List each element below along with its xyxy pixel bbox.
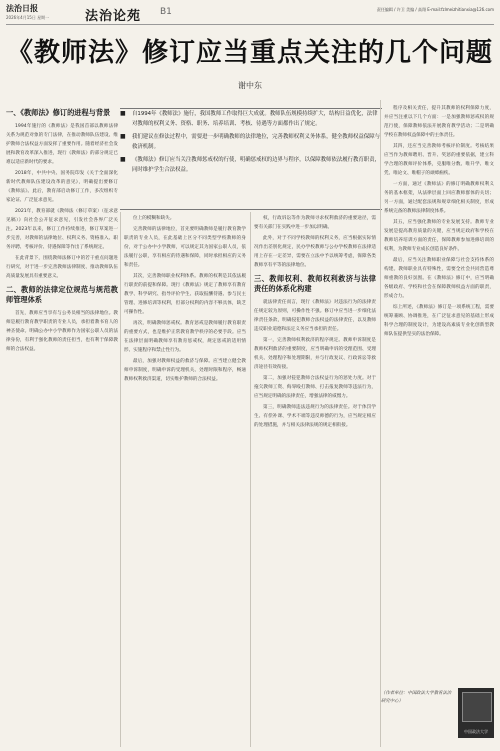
- paragraph: 其次，完善教师职业权利体系。教师的权利是其依法履行职责的前提和保障。现行《教师法》规定了教师享有教育教学、科学研究、指导评价学生、获取报酬待遇、参与民主管理、进修培训等权利，但部分权利的内容不够具体，缺乏可操作性。: [124, 274, 246, 315]
- summary-box: [120, 108, 382, 210]
- paragraph: 首先，教师应当享有与公务员相当的法律地位。教师是履行教育教学职责的专业人员，承担着教书育人的神圣使命。明确公办中小学教师作为国家公职人员的法律身份，有利于强化教师的责任担当，也有利于保障教师的合法权益。: [6, 311, 118, 352]
- square-bullet-icon: ■: [120, 110, 126, 117]
- square-bullet-icon: ■: [120, 156, 126, 163]
- page-number: B1: [160, 7, 172, 17]
- paragraph: 2021年，教育部就《教师法（修订草案）（征求意见稿）》向社会公开征求意见，引发社会各界广泛关注。2023年以来，修订工作持续推进，修订草案进一步完善，对教师的法律地位、权利义务、资格准入、职务评聘、考核评价、待遇保障等作出了系统规定。: [6, 209, 118, 250]
- paper-name: 法治日报: [6, 4, 38, 13]
- column-2: [124, 214, 246, 747]
- article-author: 谢中东: [238, 81, 262, 90]
- paragraph: 位上的模糊和缺失。: [133, 216, 175, 221]
- seal-emblem-icon: [462, 692, 492, 722]
- paragraph: 在此背景下，围绕教师法修订中的若干重点问题进行研究，对于进一步完善教师法律制度、推动教师队伍高质量发展具有重要意义。: [6, 256, 118, 279]
- summary-point: [120, 155, 382, 175]
- paragraph: 最后，加强对教师权益的救济与保障。应当建立健全教师申诉制度，明确申诉的受理机关、处理时限和程序，畅通教师权利救济渠道，切实维护教师的合法权益。: [124, 359, 246, 382]
- section-heading: 二、教师的法律定位规范与规范教师管理体系: [6, 285, 118, 304]
- column-divider: [250, 212, 251, 747]
- paragraph: 第二，加强对侵犯教师合法权益行为的惩处力度。对于拖欠教师工资、侮辱殴打教师、打击报复教师等违法行为，应当规定明确的法律责任，增强法律的威慑力。: [254, 376, 376, 399]
- column-divider: [120, 212, 121, 747]
- page-header: [0, 0, 500, 26]
- summary-point-text: 《教师法》修订应当关注教师惩戒权的行使，明确惩戒权的边界与程序，以保障教师依法履行教育职责，同时维护学生合法权益。: [132, 157, 380, 173]
- paragraph: 此外，对于不同学校教师的权利义务，应当根据实际情况作出差别化规定，民办学校教师与公办学校教师在法律适用上存在一定差异，需要在立法中予以统筹考虑，保障各类教师享有平等的法律地位。: [254, 236, 376, 268]
- paragraph: 程序及相关责任，提升其教师的权利保障力度，并应当注重以下几个方面：一是加强教师惩戒权的规范行使，保障教师依法开展教育教学活动；二是明确学校在教师权益保障中的主体责任。: [384, 106, 494, 138]
- paragraph: 最后，应当关注教师职业保障与社会支持体系的构建。教师职业具有特殊性，需要全社会共同营造尊师重教的良好氛围。在《教师法》修订中，应当明确各级政府、学校和社会在保障教师权益方面的职责，形成合力。: [384, 258, 494, 299]
- section-name: 法治论苑: [85, 9, 142, 24]
- paragraph: 其五，应当强化教师的专业发展支持。教师专业发展是提高教育质量的关键，应当规定政府和学校在教师培养培训方面的责任，保障教师参加进修培训的权利，为教师专业成长创造良好条件。: [384, 220, 494, 252]
- summary-point: [120, 109, 382, 129]
- column-1: [6, 104, 118, 747]
- section-heading: 三、教师权利、教师权利救济与法律责任的体系化构建: [254, 274, 376, 293]
- summary-point-text: 我们建议在修法过程中，需要进一步明确教师的法律地位，完善教师权利义务体系，健全教师权益保障与救济机制。: [132, 134, 380, 150]
- paragraph: 2018年，中共中央、国务院印发《关于全面深化新时代教师队伍建设改革的意见》，明确提出要修订《教师法》。此后，教育部启动修订工作，多次组织专家论证、广泛征求意见。: [6, 171, 118, 203]
- paragraph: 第三，明确教师违法违规行为的法律责任。对于体罚学生、有偿补课、学术不端等违反师德的行为，应当规定相应的处理措施，并与相关法律法规的规定相衔接。: [254, 405, 376, 428]
- author-bio: （作者单位：中国政法大学教育法治研究中心）: [381, 691, 452, 704]
- column-divider: [380, 100, 381, 747]
- paper-date: 2026年4月15日 星期一: [6, 15, 50, 20]
- paragraph: 第一，完善教师权利救济的程序规定。教师申诉制度是教师权利救济的重要制度，应当明确申诉的受理范围、受理机关、处理程序和处理期限，并与行政复议、行政诉讼等救济途径有效衔接。: [254, 338, 376, 370]
- column-4: [384, 104, 494, 686]
- paragraph: 再次，明确教师惩戒权。教育惩戒是教师履行教育职责的重要方式，也是维护正常教育教学秩序的必要手段。应当在法律层面明确教师享有教育惩戒权，规定惩戒的适用情形、实施程序和禁止性行为。: [124, 321, 246, 353]
- column-3: [254, 214, 376, 747]
- paragraph: 综上所述，《教师法》修订是一项系统工程，需要统筹兼顾、协调推进，在广泛征求意见的基础上形成科学合理的制度设计，为建设高素质专业化创新型教师队伍提供坚实的法治保障。: [384, 305, 494, 337]
- section-heading: 一、《教师法》修订的进程与背景: [6, 108, 111, 117]
- summary-point-text: 自1994年《教师法》施行，我国教师工作取得巨大成就。教师队伍规模持续扩大，结构日益优化，法律对教师的权利义务、资格、职务、培养培训、考核、待遇等方面都作出了规定。: [132, 111, 378, 127]
- paragraph: 就法律责任而言，现行《教师法》对违法行为的法律责任规定较为原则，可操作性不强。修订中应当进一步细化法律责任条款，明确侵犯教师合法权益的法律责任，以及教师违反职业道德和法定义务应当承担的责任。: [254, 300, 376, 332]
- seal-caption: 中国政法大学: [464, 729, 488, 734]
- article-title: 《教师法》修订应当重点关注的几个问题: [6, 38, 493, 68]
- paragraph: 权，行政诉讼等作为教师寻求权利救济的重要途径，需要有关部门在实践中进一步加以明确。: [254, 216, 376, 230]
- summary-point: [120, 132, 382, 152]
- paragraph: 其四，还应当完善教师考核评价制度。考核结果应当作为教师聘用、晋升、奖惩的重要依据，建立科学合理的教师评价体系，克服唯分数、唯升学、唯文凭、唯论文、唯帽子的顽瘴痼疾。: [384, 144, 494, 176]
- header-rule: [6, 24, 494, 25]
- paragraph: 完善教师的法律地位，首先要明确教师是履行教育教学职责的专业人员，在此基础上区分不同类型学校教师的身份，对于公办中小学教师，可以规定其为国家公职人员，依法履行公职，享有相应的待遇和保障，同时承担相应的义务和责任。: [124, 227, 246, 268]
- university-seal: [458, 688, 494, 738]
- paragraph: 1994年施行的《教师法》是我国首部以教师法律关系为规范对象的专门法律，在推动教师队伍建设、维护教师合法权益方面发挥了重要作用。随着经济社会发展和教育改革深入推进，现行《教师法》的部分规定已难以适应新时代的要求。: [6, 124, 118, 165]
- editor-info: 责任编辑 / 许卫 美编 / 高翔 E-mail:fzlmeizhitianxia@126.com: [376, 7, 494, 12]
- paragraph: 一方面，通过《教师法》的修订明确教师权利义务的基本框架，从法律层面上回应教师群体的关切；另一方面，通过配套法规和规章细化相关制度，形成系统完备的教师法律制度体系。: [384, 182, 494, 214]
- square-bullet-icon: ■: [120, 133, 126, 140]
